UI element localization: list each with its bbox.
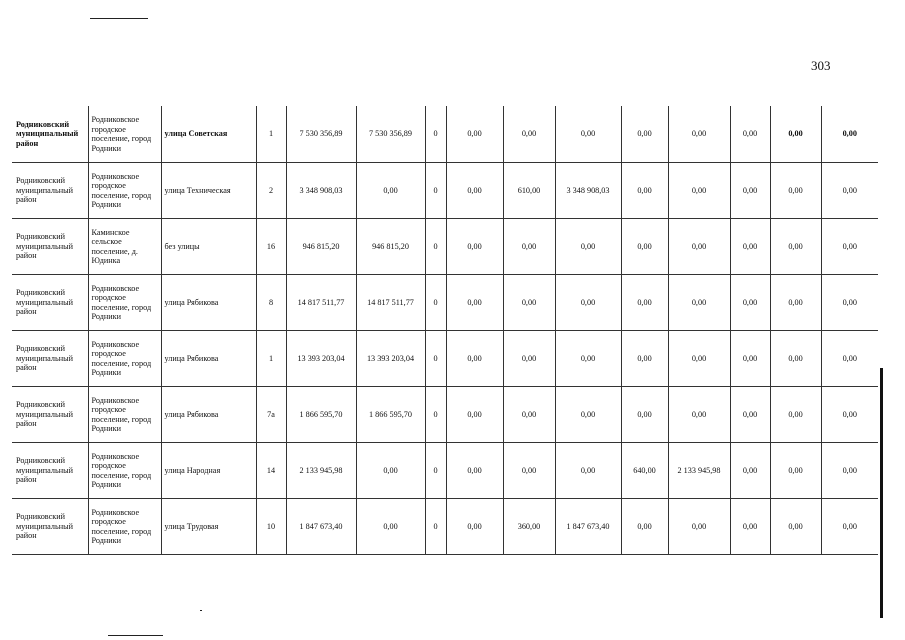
cell-cost-col-2: 0,00 bbox=[356, 163, 425, 219]
cell-cost-col-2: 1 866 595,70 bbox=[356, 387, 425, 443]
cell-count-col: 0 bbox=[425, 219, 446, 275]
cell-cost-col-8: 0,00 bbox=[668, 219, 730, 275]
cell-total-cost: 14 817 511,77 bbox=[286, 275, 356, 331]
table-row bbox=[12, 443, 878, 499]
cell-cost-col-11: 0,00 bbox=[821, 499, 878, 555]
table-row bbox=[12, 106, 878, 163]
cell-cost-col-10: 0,00 bbox=[770, 331, 821, 387]
cell-cost-col-2: 0,00 bbox=[356, 499, 425, 555]
cell-house-number: 14 bbox=[256, 443, 286, 499]
cell-count-col: 0 bbox=[425, 443, 446, 499]
table-row bbox=[12, 219, 878, 275]
cell-cost-col-6: 0,00 bbox=[555, 387, 621, 443]
cell-cost-col-11: 0,00 bbox=[821, 443, 878, 499]
cell-total-cost: 1 866 595,70 bbox=[286, 387, 356, 443]
cell-cost-col-9: 0,00 bbox=[730, 499, 770, 555]
cell-area-col-1: 0,00 bbox=[503, 443, 555, 499]
cell-area-col-2: 0,00 bbox=[621, 275, 668, 331]
cell-cost-col-4: 0,00 bbox=[446, 163, 503, 219]
cell-cost-col-8: 0,00 bbox=[668, 163, 730, 219]
cell-house-number: 1 bbox=[256, 106, 286, 163]
cell-total-cost: 1 847 673,40 bbox=[286, 499, 356, 555]
cell-cost-col-2: 13 393 203,04 bbox=[356, 331, 425, 387]
cell-district: Родниковский муниципальный район bbox=[12, 499, 88, 555]
cell-count-col: 0 bbox=[425, 499, 446, 555]
cell-house-number: 1 bbox=[256, 331, 286, 387]
cell-total-cost: 13 393 203,04 bbox=[286, 331, 356, 387]
cell-district: Родниковский муниципальный район bbox=[12, 163, 88, 219]
cell-cost-col-11: 0,00 bbox=[821, 219, 878, 275]
cell-settlement: Родниковское городское поселение, город Родники bbox=[88, 106, 161, 163]
cell-area-col-2: 640,00 bbox=[621, 443, 668, 499]
cell-area-col-1: 0,00 bbox=[503, 331, 555, 387]
cell-count-col: 0 bbox=[425, 275, 446, 331]
cell-settlement: Родниковское городское поселение, город Родники bbox=[88, 387, 161, 443]
cell-cost-col-11: 0,00 bbox=[821, 387, 878, 443]
cell-cost-col-4: 0,00 bbox=[446, 106, 503, 163]
cell-street: улица Советская bbox=[161, 106, 256, 163]
cell-district: Родниковский муниципальный район bbox=[12, 387, 88, 443]
cell-cost-col-11: 0,00 bbox=[821, 275, 878, 331]
scan-dot bbox=[200, 610, 202, 611]
cell-cost-col-10: 0,00 bbox=[770, 443, 821, 499]
cell-cost-col-8: 0,00 bbox=[668, 499, 730, 555]
cell-street: улица Народная bbox=[161, 443, 256, 499]
cell-cost-col-2: 7 530 356,89 bbox=[356, 106, 425, 163]
cell-total-cost: 3 348 908,03 bbox=[286, 163, 356, 219]
cell-district: Родниковский муниципальный район bbox=[12, 106, 88, 163]
cell-cost-col-11: 0,00 bbox=[821, 106, 878, 163]
cell-cost-col-4: 0,00 bbox=[446, 275, 503, 331]
cell-area-col-2: 0,00 bbox=[621, 219, 668, 275]
cell-settlement: Родниковское городское поселение, город Родники bbox=[88, 275, 161, 331]
cell-district: Родниковский муниципальный район bbox=[12, 331, 88, 387]
cell-district: Родниковский муниципальный район bbox=[12, 219, 88, 275]
cell-cost-col-9: 0,00 bbox=[730, 331, 770, 387]
cell-cost-col-10: 0,00 bbox=[770, 219, 821, 275]
cell-cost-col-6: 1 847 673,40 bbox=[555, 499, 621, 555]
cell-cost-col-6: 0,00 bbox=[555, 219, 621, 275]
cell-cost-col-10: 0,00 bbox=[770, 106, 821, 163]
cell-cost-col-10: 0,00 bbox=[770, 499, 821, 555]
cell-area-col-2: 0,00 bbox=[621, 387, 668, 443]
cell-district: Родниковский муниципальный район bbox=[12, 443, 88, 499]
cell-cost-col-6: 0,00 bbox=[555, 106, 621, 163]
cell-cost-col-4: 0,00 bbox=[446, 219, 503, 275]
cell-cost-col-8: 0,00 bbox=[668, 275, 730, 331]
cell-cost-col-4: 0,00 bbox=[446, 331, 503, 387]
cell-cost-col-9: 0,00 bbox=[730, 106, 770, 163]
table-row bbox=[12, 499, 878, 555]
page-number: 303 bbox=[811, 58, 831, 73]
cell-total-cost: 7 530 356,89 bbox=[286, 106, 356, 163]
cell-cost-col-9: 0,00 bbox=[730, 387, 770, 443]
cell-house-number: 2 bbox=[256, 163, 286, 219]
table-row bbox=[12, 331, 878, 387]
cell-cost-col-9: 0,00 bbox=[730, 219, 770, 275]
cell-area-col-1: 610,00 bbox=[503, 163, 555, 219]
cell-area-col-1: 360,00 bbox=[503, 499, 555, 555]
cell-total-cost: 946 815,20 bbox=[286, 219, 356, 275]
cell-settlement: Родниковское городское поселение, город Родники bbox=[88, 499, 161, 555]
cell-cost-col-10: 0,00 bbox=[770, 163, 821, 219]
cell-street: без улицы bbox=[161, 219, 256, 275]
cell-cost-col-4: 0,00 bbox=[446, 499, 503, 555]
cell-cost-col-6: 0,00 bbox=[555, 331, 621, 387]
cell-area-col-2: 0,00 bbox=[621, 499, 668, 555]
cell-count-col: 0 bbox=[425, 106, 446, 163]
cell-house-number: 10 bbox=[256, 499, 286, 555]
cell-cost-col-2: 946 815,20 bbox=[356, 219, 425, 275]
scan-artifact-bottom bbox=[108, 635, 163, 636]
cell-area-col-1: 0,00 bbox=[503, 106, 555, 163]
cell-cost-col-4: 0,00 bbox=[446, 387, 503, 443]
cell-cost-col-9: 0,00 bbox=[730, 275, 770, 331]
scan-edge-shadow bbox=[880, 368, 883, 618]
cell-area-col-1: 0,00 bbox=[503, 219, 555, 275]
cell-area-col-2: 0,00 bbox=[621, 163, 668, 219]
cell-settlement: Родниковское городское поселение, город Родники bbox=[88, 331, 161, 387]
scan-artifact-top bbox=[90, 18, 148, 19]
cell-cost-col-8: 2 133 945,98 bbox=[668, 443, 730, 499]
cell-street: улица Рябикова bbox=[161, 275, 256, 331]
cell-street: улица Рябикова bbox=[161, 331, 256, 387]
cell-cost-col-8: 0,00 bbox=[668, 387, 730, 443]
cell-count-col: 0 bbox=[425, 331, 446, 387]
cell-street: улица Техническая bbox=[161, 163, 256, 219]
cell-cost-col-9: 0,00 bbox=[730, 163, 770, 219]
housing-register-table bbox=[12, 106, 878, 555]
cell-cost-col-6: 3 348 908,03 bbox=[555, 163, 621, 219]
cell-total-cost: 2 133 945,98 bbox=[286, 443, 356, 499]
table-row bbox=[12, 387, 878, 443]
cell-house-number: 7а bbox=[256, 387, 286, 443]
cell-street: улица Трудовая bbox=[161, 499, 256, 555]
cell-cost-col-11: 0,00 bbox=[821, 163, 878, 219]
table-row bbox=[12, 275, 878, 331]
cell-cost-col-10: 0,00 bbox=[770, 275, 821, 331]
cell-house-number: 16 bbox=[256, 219, 286, 275]
cell-cost-col-8: 0,00 bbox=[668, 331, 730, 387]
cell-settlement: Родниковское городское поселение, город Родники bbox=[88, 163, 161, 219]
table-row bbox=[12, 163, 878, 219]
cell-cost-col-2: 0,00 bbox=[356, 443, 425, 499]
cell-area-col-1: 0,00 bbox=[503, 275, 555, 331]
cell-area-col-1: 0,00 bbox=[503, 387, 555, 443]
cell-settlement: Каминское сельское поселение, д. Юдинка bbox=[88, 219, 161, 275]
cell-area-col-2: 0,00 bbox=[621, 331, 668, 387]
cell-cost-col-4: 0,00 bbox=[446, 443, 503, 499]
cell-cost-col-6: 0,00 bbox=[555, 275, 621, 331]
cell-cost-col-11: 0,00 bbox=[821, 331, 878, 387]
cell-cost-col-2: 14 817 511,77 bbox=[356, 275, 425, 331]
cell-count-col: 0 bbox=[425, 387, 446, 443]
cell-district: Родниковский муниципальный район bbox=[12, 275, 88, 331]
cell-area-col-2: 0,00 bbox=[621, 106, 668, 163]
cell-cost-col-9: 0,00 bbox=[730, 443, 770, 499]
cell-cost-col-8: 0,00 bbox=[668, 106, 730, 163]
cell-cost-col-6: 0,00 bbox=[555, 443, 621, 499]
cell-settlement: Родниковское городское поселение, город Родники bbox=[88, 443, 161, 499]
cell-street: улица Рябикова bbox=[161, 387, 256, 443]
cell-cost-col-10: 0,00 bbox=[770, 387, 821, 443]
cell-house-number: 8 bbox=[256, 275, 286, 331]
cell-count-col: 0 bbox=[425, 163, 446, 219]
